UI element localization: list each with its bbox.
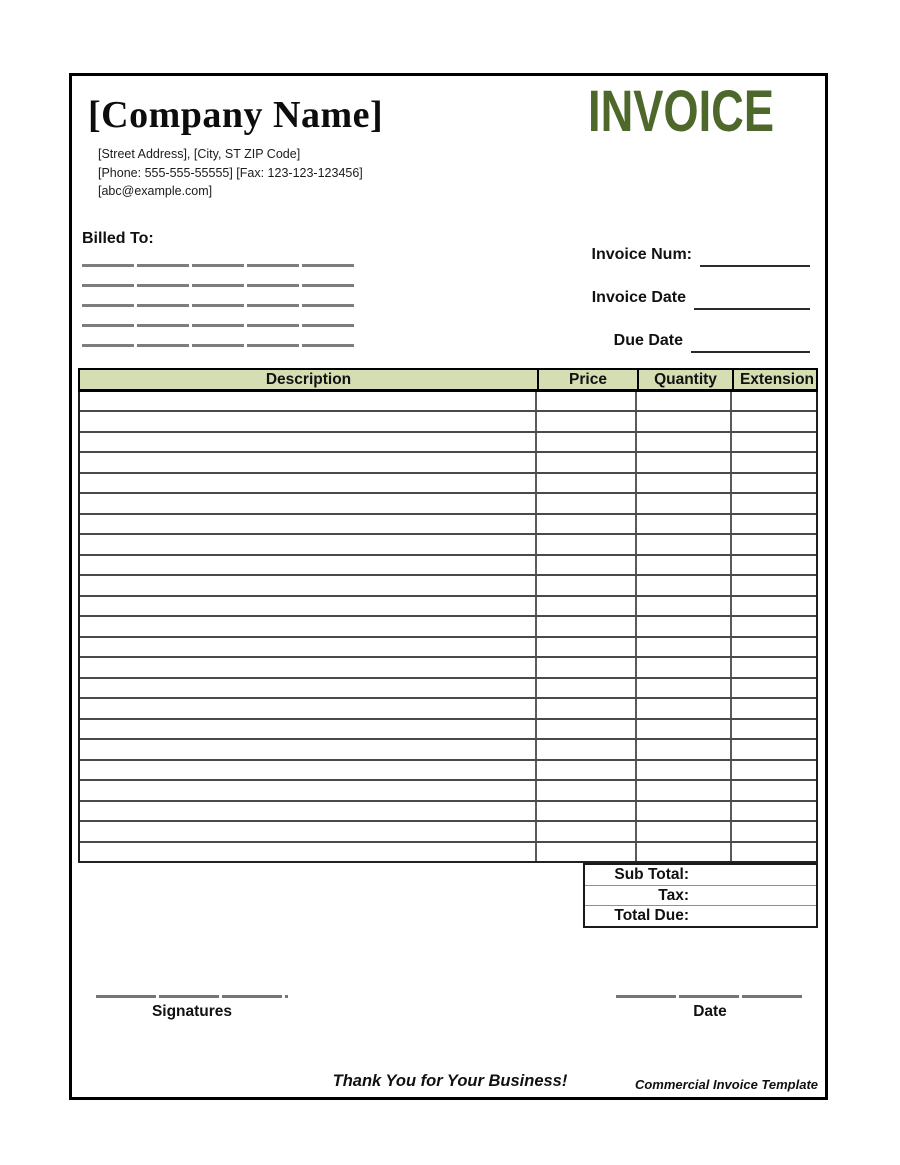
address-line-1: [Street Address], [City, ST ZIP Code] bbox=[98, 147, 301, 161]
cell-description[interactable] bbox=[80, 802, 535, 820]
cell-description[interactable] bbox=[80, 392, 535, 410]
cell-price[interactable] bbox=[535, 761, 635, 779]
subtotal-label: Sub Total: bbox=[614, 865, 689, 883]
cell-price[interactable] bbox=[535, 433, 635, 451]
table-row bbox=[80, 802, 816, 822]
invoice-date-blank-line[interactable] bbox=[694, 308, 810, 310]
cell-extension[interactable] bbox=[730, 515, 816, 533]
cell-description[interactable] bbox=[80, 720, 535, 738]
table-row bbox=[80, 535, 816, 555]
due-date-field bbox=[614, 332, 810, 350]
cell-quantity[interactable] bbox=[635, 597, 730, 615]
cell-quantity[interactable] bbox=[635, 576, 730, 594]
invoice-number-label: Invoice Num: bbox=[591, 246, 692, 263]
table-row bbox=[80, 658, 816, 678]
subtotal-row bbox=[585, 865, 816, 886]
date-blank-line[interactable] bbox=[616, 995, 804, 998]
header-description: Description bbox=[265, 370, 352, 388]
cell-quantity[interactable] bbox=[635, 617, 730, 635]
template-name-text: Commercial Invoice Template bbox=[634, 1077, 818, 1092]
cell-extension[interactable] bbox=[730, 453, 816, 471]
cell-extension[interactable] bbox=[730, 433, 816, 451]
billed-to-blank-line[interactable] bbox=[82, 284, 356, 287]
cell-quantity[interactable] bbox=[635, 535, 730, 553]
cell-extension[interactable] bbox=[730, 740, 816, 758]
table-row bbox=[80, 822, 816, 842]
items-table-header-row bbox=[78, 368, 818, 392]
table-row bbox=[80, 392, 816, 412]
cell-quantity[interactable] bbox=[635, 740, 730, 758]
cell-price[interactable] bbox=[535, 556, 635, 574]
cell-quantity[interactable] bbox=[635, 494, 730, 512]
signature-blank-line[interactable] bbox=[96, 995, 288, 998]
cell-description[interactable] bbox=[80, 453, 535, 471]
address-line-2: [Phone: 555-555-55555] [Fax: 123-123-123456] bbox=[98, 165, 363, 180]
cell-quantity[interactable] bbox=[635, 720, 730, 738]
cell-quantity[interactable] bbox=[635, 658, 730, 676]
cell-quantity[interactable] bbox=[635, 679, 730, 697]
invoice-number-blank-line[interactable] bbox=[700, 265, 810, 267]
cell-price[interactable] bbox=[535, 494, 635, 512]
cell-extension[interactable] bbox=[730, 802, 816, 820]
cell-price[interactable] bbox=[535, 617, 635, 635]
billed-to-blank-line[interactable] bbox=[82, 324, 356, 327]
cell-description[interactable] bbox=[80, 699, 535, 717]
address-line-3: [abc@example.com] bbox=[98, 184, 213, 198]
table-row bbox=[80, 433, 816, 453]
cell-quantity[interactable] bbox=[635, 822, 730, 840]
cell-description[interactable] bbox=[80, 412, 535, 430]
cell-extension[interactable] bbox=[730, 392, 816, 410]
invoice-title: INVOICE bbox=[588, 79, 775, 144]
invoice-number-field bbox=[592, 246, 810, 264]
cell-extension[interactable] bbox=[730, 474, 816, 492]
cell-description[interactable] bbox=[80, 515, 535, 533]
table-row bbox=[80, 474, 816, 494]
items-table-body bbox=[78, 392, 818, 863]
cell-extension[interactable] bbox=[730, 556, 816, 574]
billed-to-lines bbox=[82, 264, 356, 364]
signatures-label: Signatures bbox=[151, 1003, 233, 1020]
table-row bbox=[80, 781, 816, 801]
cell-price[interactable] bbox=[535, 658, 635, 676]
cell-extension[interactable] bbox=[730, 822, 816, 840]
invoice-date-field bbox=[592, 289, 810, 307]
cell-description[interactable] bbox=[80, 556, 535, 574]
cell-price[interactable] bbox=[535, 392, 635, 410]
cell-quantity[interactable] bbox=[635, 392, 730, 410]
table-row bbox=[80, 720, 816, 740]
total-due-label: Total Due: bbox=[614, 907, 689, 925]
cell-price[interactable] bbox=[535, 720, 635, 738]
cell-price[interactable] bbox=[535, 740, 635, 758]
cell-extension[interactable] bbox=[730, 699, 816, 717]
cell-extension[interactable] bbox=[730, 658, 816, 676]
cell-price[interactable] bbox=[535, 576, 635, 594]
cell-description[interactable] bbox=[80, 781, 535, 799]
cell-extension[interactable] bbox=[730, 720, 816, 738]
table-row bbox=[80, 638, 816, 658]
cell-price[interactable] bbox=[535, 679, 635, 697]
cell-price[interactable] bbox=[535, 699, 635, 717]
cell-price[interactable] bbox=[535, 822, 635, 840]
cell-extension[interactable] bbox=[730, 843, 816, 861]
cell-quantity[interactable] bbox=[635, 433, 730, 451]
cell-extension[interactable] bbox=[730, 412, 816, 430]
cell-description[interactable] bbox=[80, 843, 535, 861]
totals-box bbox=[583, 863, 818, 928]
cell-quantity[interactable] bbox=[635, 453, 730, 471]
table-row bbox=[80, 556, 816, 576]
table-row bbox=[80, 515, 816, 535]
table-row bbox=[80, 412, 816, 432]
table-row bbox=[80, 494, 816, 514]
invoice-date-label: Invoice Date bbox=[591, 289, 686, 306]
cell-description[interactable] bbox=[80, 597, 535, 615]
cell-extension[interactable] bbox=[730, 617, 816, 635]
cell-extension[interactable] bbox=[730, 494, 816, 512]
table-row bbox=[80, 453, 816, 473]
cell-quantity[interactable] bbox=[635, 556, 730, 574]
cell-price[interactable] bbox=[535, 843, 635, 861]
cell-description[interactable] bbox=[80, 638, 535, 656]
cell-description[interactable] bbox=[80, 494, 535, 512]
cell-quantity[interactable] bbox=[635, 638, 730, 656]
header-extension: Extension bbox=[732, 370, 820, 389]
billed-to-blank-line[interactable] bbox=[82, 264, 356, 267]
cell-description[interactable] bbox=[80, 576, 535, 594]
cell-description[interactable] bbox=[80, 535, 535, 553]
items-table bbox=[78, 368, 818, 863]
cell-description[interactable] bbox=[80, 617, 535, 635]
table-row bbox=[80, 761, 816, 781]
company-name: [Company Name] bbox=[88, 94, 384, 136]
cell-price[interactable] bbox=[535, 802, 635, 820]
cell-extension[interactable] bbox=[730, 535, 816, 553]
cell-quantity[interactable] bbox=[635, 761, 730, 779]
company-address bbox=[98, 145, 363, 201]
cell-description[interactable] bbox=[80, 658, 535, 676]
cell-price[interactable] bbox=[535, 597, 635, 615]
table-row bbox=[80, 576, 816, 596]
due-date-label: Due Date bbox=[613, 332, 683, 349]
billed-to-blank-line[interactable] bbox=[82, 344, 356, 347]
table-row bbox=[80, 843, 816, 861]
cell-price[interactable] bbox=[535, 535, 635, 553]
table-row bbox=[80, 699, 816, 719]
cell-description[interactable] bbox=[80, 761, 535, 779]
cell-price[interactable] bbox=[535, 638, 635, 656]
cell-extension[interactable] bbox=[730, 761, 816, 779]
cell-description[interactable] bbox=[80, 740, 535, 758]
cell-description[interactable] bbox=[80, 474, 535, 492]
cell-description[interactable] bbox=[80, 433, 535, 451]
header-price: Price bbox=[537, 370, 637, 389]
cell-price[interactable] bbox=[535, 781, 635, 799]
cell-price[interactable] bbox=[535, 474, 635, 492]
cell-extension[interactable] bbox=[730, 638, 816, 656]
cell-price[interactable] bbox=[535, 453, 635, 471]
total-due-value[interactable] bbox=[691, 906, 816, 926]
date-label: Date bbox=[693, 1003, 727, 1020]
tax-value[interactable] bbox=[691, 886, 816, 906]
billed-to-blank-line[interactable] bbox=[82, 304, 356, 307]
header-quantity: Quantity bbox=[637, 370, 732, 389]
table-row bbox=[80, 597, 816, 617]
cell-quantity[interactable] bbox=[635, 781, 730, 799]
billed-to-label: Billed To: bbox=[82, 230, 154, 247]
cell-description[interactable] bbox=[80, 679, 535, 697]
tax-row bbox=[585, 886, 816, 907]
subtotal-value[interactable] bbox=[691, 865, 816, 885]
cell-price[interactable] bbox=[535, 412, 635, 430]
cell-quantity[interactable] bbox=[635, 802, 730, 820]
cell-extension[interactable] bbox=[730, 576, 816, 594]
cell-quantity[interactable] bbox=[635, 474, 730, 492]
cell-extension[interactable] bbox=[730, 781, 816, 799]
cell-quantity[interactable] bbox=[635, 515, 730, 533]
tax-label: Tax: bbox=[658, 886, 689, 904]
cell-quantity[interactable] bbox=[635, 699, 730, 717]
thank-you-text: Thank You for Your Business! bbox=[332, 1072, 568, 1090]
total-due-row bbox=[585, 906, 816, 926]
due-date-blank-line[interactable] bbox=[691, 351, 810, 353]
table-row bbox=[80, 679, 816, 699]
cell-extension[interactable] bbox=[730, 679, 816, 697]
cell-quantity[interactable] bbox=[635, 412, 730, 430]
cell-quantity[interactable] bbox=[635, 843, 730, 861]
cell-description[interactable] bbox=[80, 822, 535, 840]
cell-extension[interactable] bbox=[730, 597, 816, 615]
cell-price[interactable] bbox=[535, 515, 635, 533]
table-row bbox=[80, 617, 816, 637]
table-row bbox=[80, 740, 816, 760]
